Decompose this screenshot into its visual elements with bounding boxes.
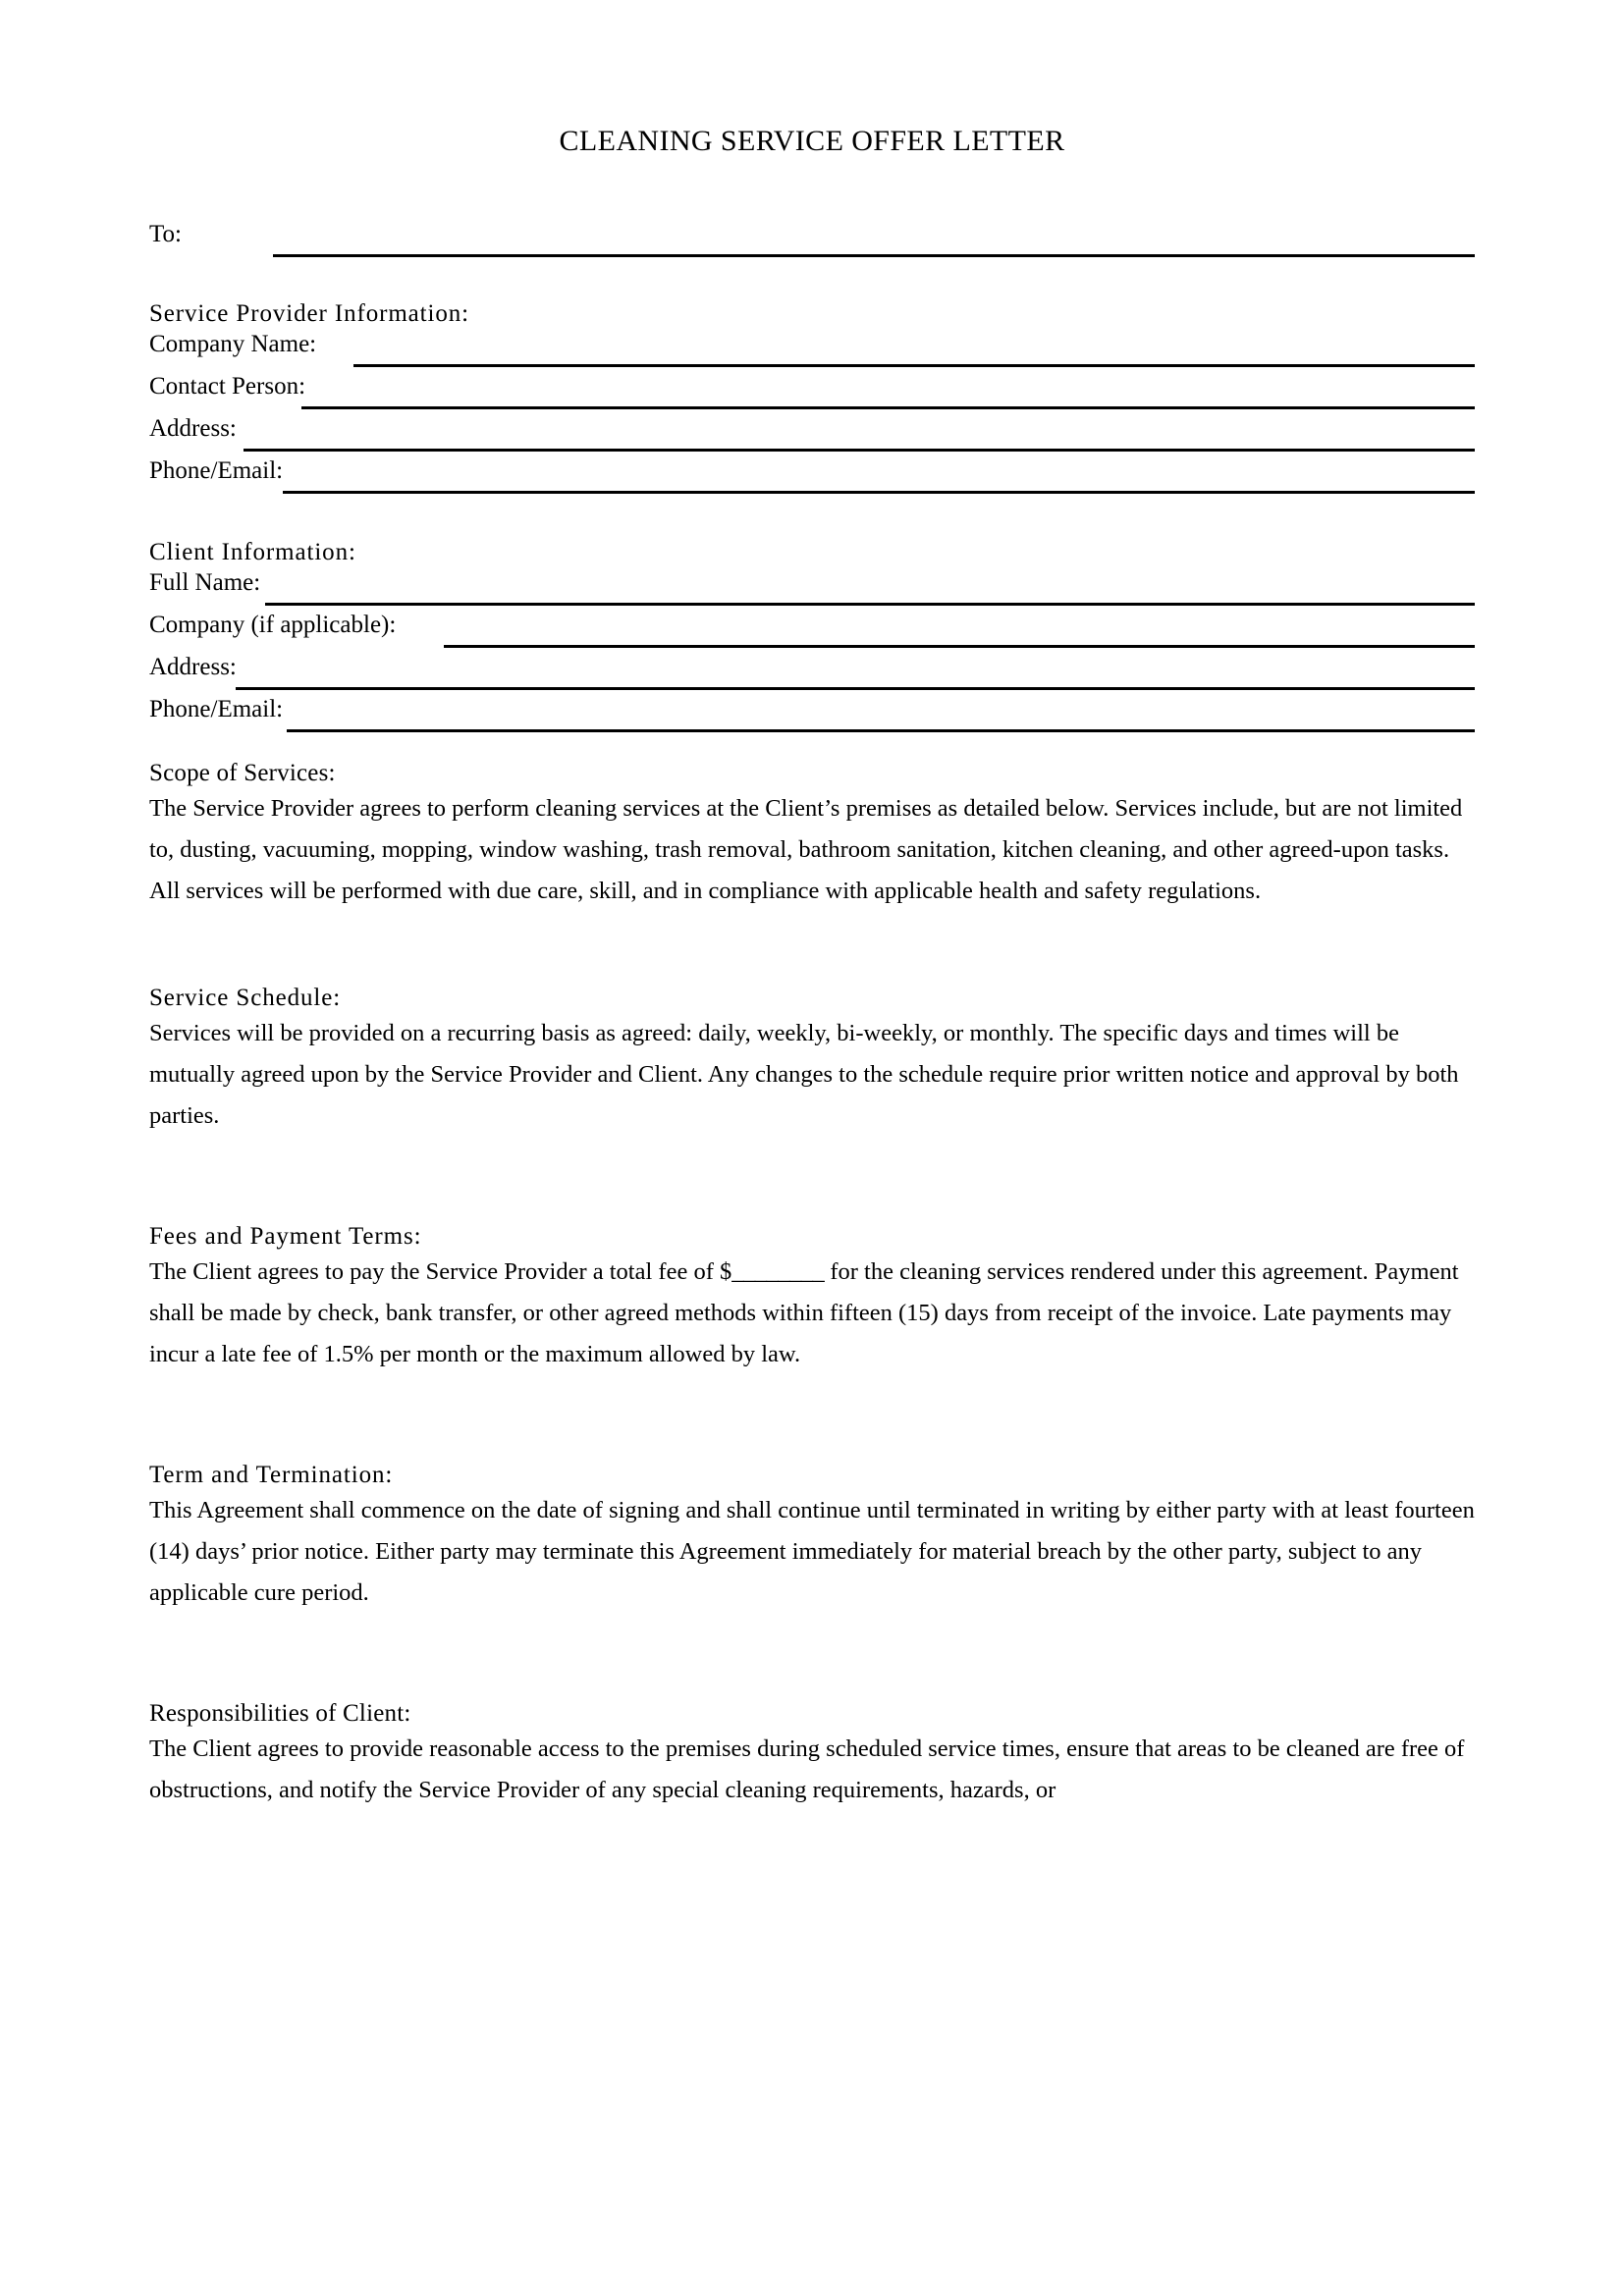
- field-row-phone-email: [149, 455, 1475, 498]
- to-label: To:: [149, 221, 182, 247]
- section-responsibilities-of-client: [149, 1698, 1475, 1811]
- field-rule-client-full-name[interactable]: [265, 603, 1475, 606]
- section-service-schedule: [149, 983, 1475, 1137]
- field-label-company-name: Company Name:: [149, 331, 317, 357]
- field-rule-address[interactable]: [244, 449, 1475, 452]
- fee-amount-blank[interactable]: ________: [731, 1258, 825, 1285]
- field-row-client-company: [149, 610, 1475, 652]
- field-label-phone-email: Phone/Email:: [149, 457, 284, 484]
- service-provider-fields: [149, 329, 1475, 498]
- document-content: [149, 0, 1475, 1811]
- field-label-client-full-name: Full Name:: [149, 569, 261, 596]
- service-provider-heading: Service Provider Information:: [149, 300, 470, 327]
- field-row-contact-person: [149, 371, 1475, 413]
- fees-text-after-blank: for the cleaning services rendered under this agreement. Payment shall be made by check, bank transfer, or other agreed methods within fifteen (15) days from receipt of the invoice. Late payments may incur a late fee of 1.5% per month or the maximum allowed by law.: [149, 1258, 1459, 1367]
- section-scope-of-services: [149, 758, 1475, 912]
- body-service-schedule: Services will be provided on a recurring basis as agreed: daily, weekly, bi-weekly, or monthly. The specific days and times will be mutually agreed upon by the Service Provider and Client. Any changes to the schedule require prior written notice and approval by both parties.: [149, 1020, 1459, 1129]
- field-label-client-phone-email: Phone/Email:: [149, 696, 284, 722]
- body-scope-of-services: The Service Provider agrees to perform cleaning services at the Client’s premises as detailed below. Services include, but are not limited to, dusting, vacuuming, mopping, window washing, trash removal, bathroom sanitation, kitchen cleaning, and other agreed-upon tasks. All services will be performed with due care, skill, and in compliance with applicable health and safety regulations.: [149, 795, 1463, 904]
- page-title: CLEANING SERVICE OFFER LETTER: [559, 125, 1065, 157]
- field-row-address: [149, 413, 1475, 455]
- field-row-client-phone-email: [149, 694, 1475, 736]
- field-row-client-address: [149, 652, 1475, 694]
- fees-text-before-blank: The Client agrees to pay the Service Provider a total fee of $: [149, 1258, 732, 1285]
- client-information-fields: [149, 567, 1475, 736]
- body-term-and-termination: This Agreement shall commence on the date of signing and shall continue until terminated in writing by either party with at least fourteen (14) days’ prior notice. Either party may terminate this Agreement immediately for material breach by the other party, subject to any applicable cure period.: [149, 1497, 1475, 1606]
- client-information-heading: Client Information:: [149, 539, 356, 565]
- field-label-contact-person: Contact Person:: [149, 373, 306, 400]
- field-row-company-name: [149, 329, 1475, 371]
- section-fees-and-payment-terms: [149, 1221, 1475, 1375]
- heading-service-schedule: Service Schedule:: [149, 985, 342, 1011]
- heading-responsibilities-of-client: Responsibilities of Client:: [149, 1700, 411, 1727]
- field-label-address: Address:: [149, 415, 237, 442]
- to-field-rule[interactable]: [273, 254, 1475, 257]
- body-responsibilities-of-client: The Client agrees to provide reasonable access to the premises during scheduled service times, ensure that areas to be cleaned are free of obstructions, and notify the Service Provider of any special cleaning requirements, hazards, or: [149, 1735, 1465, 1803]
- field-rule-client-company[interactable]: [444, 645, 1475, 648]
- heading-scope-of-services: Scope of Services:: [149, 760, 336, 786]
- field-rule-client-address[interactable]: [236, 687, 1475, 690]
- field-rule-phone-email[interactable]: [283, 491, 1475, 494]
- field-row-client-full-name: [149, 567, 1475, 610]
- field-rule-company-name[interactable]: [353, 364, 1475, 367]
- field-label-client-company: Company (if applicable):: [149, 612, 397, 638]
- client-information-section: [149, 537, 1475, 736]
- field-rule-contact-person[interactable]: [301, 406, 1475, 409]
- field-label-client-address: Address:: [149, 654, 237, 680]
- heading-fees-and-payment-terms: Fees and Payment Terms:: [149, 1223, 422, 1250]
- section-term-and-termination: [149, 1460, 1475, 1614]
- heading-term-and-termination: Term and Termination:: [149, 1462, 394, 1488]
- service-provider-section: [149, 298, 1475, 498]
- to-field-row: [149, 220, 1475, 259]
- body-fees-and-payment-terms: [149, 1252, 1475, 1375]
- field-rule-client-phone-email[interactable]: [287, 729, 1475, 732]
